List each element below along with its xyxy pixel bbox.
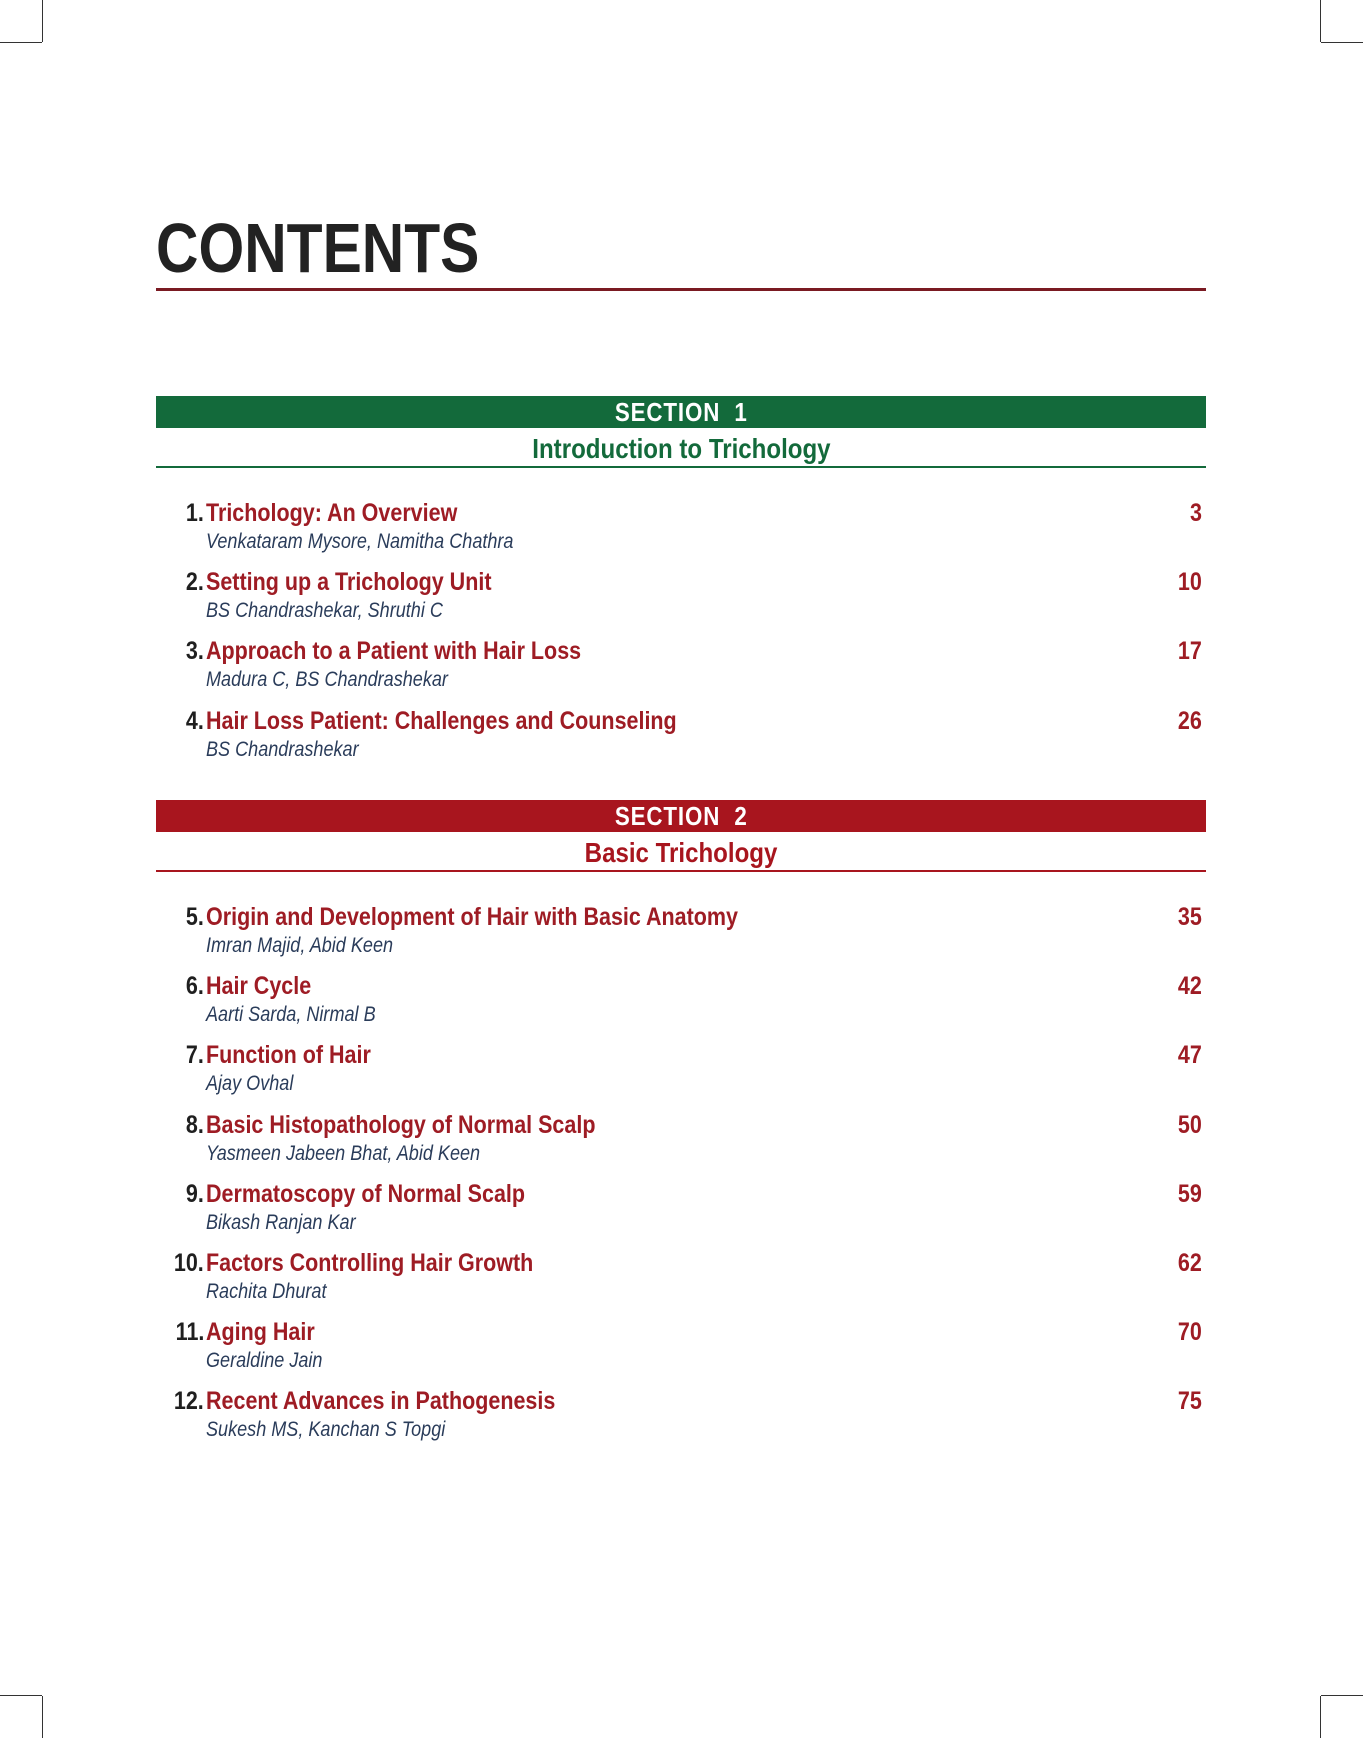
section-name xyxy=(156,832,1206,872)
crop-mark xyxy=(1321,42,1363,43)
section-label: SECTION 2 xyxy=(614,801,748,831)
entry-authors: Madura C, BS Chandrashekar xyxy=(206,668,448,692)
entry-authors: Yasmeen Jabeen Bhat, Abid Keen xyxy=(206,1141,481,1165)
toc-entry[interactable] xyxy=(156,1384,1206,1453)
entry-title[interactable]: Origin and Development of Hair with Basic Anatomy xyxy=(206,903,739,931)
crop-mark xyxy=(1320,0,1321,42)
entry-number: 2. xyxy=(186,568,204,597)
toc-entry[interactable] xyxy=(156,969,1206,1038)
section-bar xyxy=(156,396,1206,428)
entry-title[interactable]: Hair Cycle xyxy=(206,972,312,1001)
entry-title[interactable]: Basic Histopathology of Normal Scalp xyxy=(206,1110,596,1139)
toc-entry[interactable] xyxy=(156,1246,1206,1315)
crop-mark xyxy=(42,1696,43,1738)
entry-page: 35 xyxy=(1178,903,1202,931)
entry-title[interactable]: Approach to a Patient with Hair Loss xyxy=(206,637,582,666)
toc-entry[interactable] xyxy=(156,496,1206,565)
entry-authors: Sukesh MS, Kanchan S Topgi xyxy=(206,1418,446,1442)
section-header-2 xyxy=(156,800,1206,872)
entry-page: 70 xyxy=(1178,1318,1202,1347)
entry-number: 7. xyxy=(186,1041,204,1070)
entry-title[interactable]: Aging Hair xyxy=(206,1318,315,1347)
entry-page: 17 xyxy=(1178,637,1202,666)
toc-entry[interactable] xyxy=(156,1038,1206,1107)
section-label: SECTION 1 xyxy=(614,397,748,427)
entry-number: 5. xyxy=(186,903,204,931)
crop-mark xyxy=(0,1695,42,1696)
entry-number: 12. xyxy=(174,1387,204,1416)
section-2-entries xyxy=(156,900,1206,1454)
entry-page: 3 xyxy=(1190,499,1202,527)
toc-entry[interactable] xyxy=(156,1108,1206,1177)
crop-mark xyxy=(0,42,42,43)
entry-page: 50 xyxy=(1178,1110,1202,1139)
section-name-text: Introduction to Trichology xyxy=(531,433,831,464)
entry-number: 4. xyxy=(186,706,204,735)
entry-authors: BS Chandrashekar, Shruthi C xyxy=(206,599,443,623)
entry-authors: Aarti Sarda, Nirmal B xyxy=(206,1003,376,1027)
entry-title[interactable]: Trichology: An Overview xyxy=(206,499,458,527)
entry-authors: Venkataram Mysore, Namitha Chathra xyxy=(206,530,514,553)
crop-mark xyxy=(42,0,43,42)
entry-number: 8. xyxy=(186,1110,204,1139)
crop-mark xyxy=(1320,1696,1321,1738)
entry-number: 6. xyxy=(186,972,204,1001)
entry-number: 10. xyxy=(174,1248,204,1277)
entry-number: 1. xyxy=(186,499,204,527)
entry-authors: Geraldine Jain xyxy=(206,1349,323,1373)
section-name xyxy=(156,428,1206,468)
entry-page: 59 xyxy=(1178,1179,1202,1208)
toc-entry[interactable] xyxy=(156,634,1206,703)
section-name-text: Basic Trichology xyxy=(584,837,778,868)
entry-page: 62 xyxy=(1178,1248,1202,1277)
entry-title[interactable]: Function of Hair xyxy=(206,1041,371,1070)
title-rule xyxy=(156,288,1206,291)
toc-entry[interactable] xyxy=(156,1177,1206,1246)
entry-page: 26 xyxy=(1178,706,1202,735)
entry-number: 11. xyxy=(175,1318,204,1347)
entry-authors: Rachita Dhurat xyxy=(206,1279,327,1303)
entry-page: 42 xyxy=(1178,972,1202,1001)
entry-title[interactable]: Setting up a Trichology Unit xyxy=(206,568,492,597)
page-title: CONTENTS xyxy=(156,209,480,287)
toc-entry[interactable] xyxy=(156,900,1206,969)
entry-number: 3. xyxy=(186,637,204,666)
entry-authors: Bikash Ranjan Kar xyxy=(206,1210,356,1234)
toc-entry[interactable] xyxy=(156,704,1206,773)
entry-title[interactable]: Hair Loss Patient: Challenges and Counseling xyxy=(206,706,677,735)
entry-title[interactable]: Recent Advances in Pathogenesis xyxy=(206,1387,556,1416)
entry-page: 75 xyxy=(1178,1387,1202,1416)
section-1-entries xyxy=(156,496,1206,773)
section-bar xyxy=(156,800,1206,832)
entry-page: 10 xyxy=(1178,568,1202,597)
entry-title[interactable]: Factors Controlling Hair Growth xyxy=(206,1248,534,1277)
entry-page: 47 xyxy=(1178,1041,1202,1070)
toc-entry[interactable] xyxy=(156,1315,1206,1384)
entry-title[interactable]: Dermatoscopy of Normal Scalp xyxy=(206,1179,526,1208)
section-header-1 xyxy=(156,396,1206,468)
toc-entry[interactable] xyxy=(156,565,1206,634)
crop-mark xyxy=(1321,1695,1363,1696)
entry-authors: Ajay Ovhal xyxy=(206,1072,294,1096)
entry-number: 9. xyxy=(186,1179,204,1208)
entry-authors: Imran Majid, Abid Keen xyxy=(206,934,394,957)
entry-authors: BS Chandrashekar xyxy=(206,737,359,761)
